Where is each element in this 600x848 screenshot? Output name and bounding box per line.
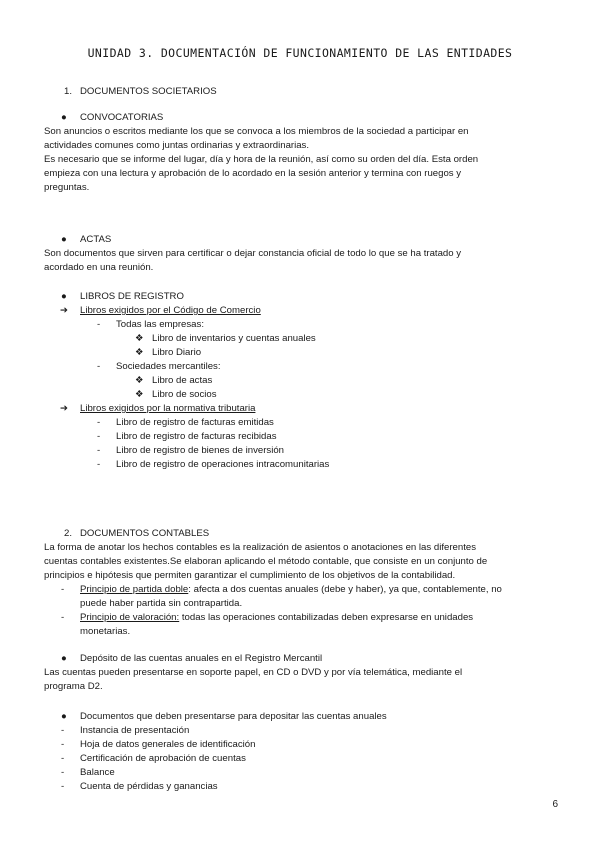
libros-todas-item: Libro de inventarios y cuentas anuales	[152, 333, 316, 344]
libros-tributaria-item: Libro de registro de facturas emitidas	[116, 417, 274, 428]
actas-line: Son documentos que sirven para certificar o dejar constancia oficial de todo lo que se ha tratado y	[44, 248, 462, 259]
dash-icon: -	[61, 612, 65, 623]
libros-mercantiles-item: Libro de socios	[152, 389, 217, 400]
libros-tributaria-item: Libro de registro de bienes de inversión	[116, 445, 284, 456]
bullet-dot-icon: ●	[61, 291, 67, 302]
actas-line: acordado en una reunión.	[44, 262, 154, 273]
dash-icon: -	[97, 361, 101, 372]
bullet-dot-icon: ●	[61, 112, 67, 123]
libros-codigo-link: Libros exigidos por el Código de Comercio	[80, 305, 261, 316]
libros-tributaria-link: Libros exigidos por la normativa tributaria	[80, 403, 256, 414]
convocatorias-line: actividades comunes como juntas ordinarias y extraordinarias.	[44, 140, 310, 151]
principio-partida-text: : afecta a dos cuentas anuales (debe y haber), ya que, contablemente, no	[188, 584, 502, 595]
principio-partida	[80, 583, 502, 597]
diamond-bullet-icon: ❖	[135, 389, 144, 400]
dash-icon: -	[61, 725, 65, 736]
convocatorias-heading: CONVOCATORIAS	[80, 112, 164, 123]
libros-todas-item: Libro Diario	[152, 347, 202, 358]
principio-valoracion-label: Principio de valoración:	[80, 612, 180, 623]
page-number: 6	[552, 799, 558, 810]
dash-icon: -	[61, 739, 65, 750]
libros-todas: Todas las empresas:	[116, 319, 204, 330]
dash-icon: -	[61, 781, 65, 792]
convocatorias-line: empieza con una lectura y aprobación de lo acordado en la sesión anterior y termina con ruegos y	[44, 168, 462, 179]
actas-heading: ACTAS	[80, 234, 112, 245]
documentos-heading: Documentos que deben presentarse para depositar las cuentas anuales	[80, 711, 387, 722]
section1-number: 1.	[64, 86, 73, 97]
convocatorias-line: preguntas.	[44, 182, 90, 193]
principio-valoracion-text2: monetarias.	[80, 626, 131, 637]
dash-icon: -	[97, 459, 101, 470]
libros-tributaria-item: Libro de registro de operaciones intracomunitarias	[116, 459, 330, 470]
documentos-item: Certificación de aprobación de cuentas	[80, 753, 246, 764]
dash-icon: -	[97, 445, 101, 456]
documentos-item: Hoja de datos generales de identificación	[80, 739, 256, 750]
principio-partida-text2: puede haber partida sin contrapartida.	[80, 598, 243, 609]
section2-line: cuentas contables existentes.Se elaboran aplicando el método contable, que consiste en un conjunto de	[44, 556, 488, 567]
page-title: UNIDAD 3. DOCUMENTACIÓN DE FUNCIONAMIENTO DE LAS ENTIDADES	[87, 46, 513, 60]
libros-tributaria-item: Libro de registro de facturas recibidas	[116, 431, 277, 442]
dash-icon: -	[61, 767, 65, 778]
principio-valoracion-text: todas las operaciones contabilizadas deben expresarse en unidades	[179, 612, 474, 623]
bullet-dot-icon: ●	[61, 234, 67, 245]
bullet-dot-icon: ●	[61, 711, 67, 722]
documentos-item: Balance	[80, 767, 115, 778]
dash-icon: -	[61, 584, 65, 595]
convocatorias-line: Son anuncios o escritos mediante los que se convoca a los miembros de la sociedad a participar en	[44, 126, 469, 137]
section2-line: La forma de anotar los hechos contables es la realización de asientos o anotaciones en las diferentes	[44, 542, 476, 553]
libros-mercantiles: Sociedades mercantiles:	[116, 361, 221, 372]
deposito-line: programa D2.	[44, 681, 103, 692]
section1-heading: DOCUMENTOS SOCIETARIOS	[80, 86, 217, 97]
dash-icon: -	[97, 431, 101, 442]
principio-valoracion	[80, 611, 473, 625]
diamond-bullet-icon: ❖	[135, 375, 144, 386]
dash-icon: -	[61, 753, 65, 764]
documentos-item: Cuenta de pérdidas y ganancias	[80, 781, 218, 792]
dash-icon: -	[97, 319, 101, 330]
arrow-right-icon: ➔	[60, 403, 69, 414]
libros-heading: LIBROS DE REGISTRO	[80, 291, 184, 302]
section2-line: principios e hipótesis que permiten garantizar el cumplimiento de los objetivos de la contabilidad.	[44, 570, 456, 581]
documentos-item: Instancia de presentación	[80, 725, 190, 736]
deposito-line: Las cuentas pueden presentarse en soporte papel, en CD o DVD y por vía telemática, mediante el	[44, 667, 463, 678]
dash-icon: -	[97, 417, 101, 428]
diamond-bullet-icon: ❖	[135, 347, 144, 358]
section2-number: 2.	[64, 528, 73, 539]
libros-mercantiles-item: Libro de actas	[152, 375, 213, 386]
deposito-heading: Depósito de las cuentas anuales en el Registro Mercantil	[80, 653, 323, 664]
principio-partida-label: Principio de partida doble	[80, 584, 189, 595]
diamond-bullet-icon: ❖	[135, 333, 144, 344]
convocatorias-line: Es necesario que se informe del lugar, día y hora de la reunión, así como su orden del día. Esta orden	[44, 154, 479, 165]
bullet-dot-icon: ●	[61, 653, 67, 664]
arrow-right-icon: ➔	[60, 305, 69, 316]
section2-heading: DOCUMENTOS CONTABLES	[80, 528, 210, 539]
